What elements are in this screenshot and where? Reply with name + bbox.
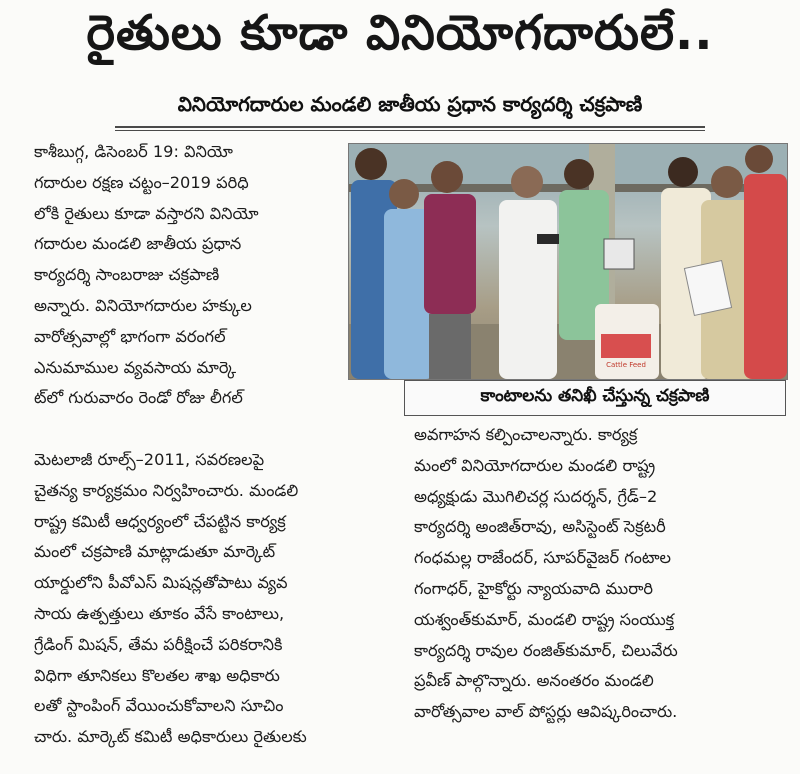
body-line: కాశీబుగ్గ, డిసెంబర్ 19: వినియో <box>34 142 233 161</box>
body-line: యార్డులోని పీవోఎస్ మిషన్లతోపాటు వ్యవ <box>34 573 288 593</box>
body-line: రాష్ట్ర కమిటీ ఆధ్వర్యంలో చేపట్టిన కార్యక్ర <box>34 511 286 531</box>
photo-bag-label: Cattle Feed <box>606 361 646 369</box>
body-line: వారోత్సవాల్లో భాగంగా వరంగల్ <box>34 326 226 346</box>
body-line: మెటలాజీ రూల్స్–2011, సవరణలపై <box>34 450 265 469</box>
headline: రైతులు కూడా వినియోగదారులే.. <box>86 5 714 61</box>
body-line: లతో స్టాంపింగ్ వేయించుకోవాలని సూచిం <box>34 696 284 716</box>
body-line: ప్రవీణ్ పాల్గొన్నారు. అనంతరం మండలి <box>414 671 654 691</box>
body-line: గదారుల రక్షణ చట్టం–2019 పరిధి <box>34 172 249 192</box>
body-line: చైతన్య కార్యక్రమం నిర్వహించారు. మండలి <box>34 480 299 500</box>
news-photo-illustration <box>349 144 787 379</box>
body-line: కార్యదర్శి రావుల రంజిత్‌కుమార్, చిలువేరు <box>414 640 678 660</box>
body-line: ఎనుమాముల వ్యవసాయ మార్కె <box>34 357 237 377</box>
body-line: విధిగా తూనికలు కొలతల శాఖ అధికారు <box>34 665 280 685</box>
body-line: సాయ ఉత్పత్తులు తూకం వేసే కాంటాలు, <box>34 603 285 623</box>
body-line: మంలో వినియోగదారుల మండలి రాష్ట్ర <box>414 455 656 475</box>
body-column-a <box>34 137 344 414</box>
body-column-b <box>34 445 404 753</box>
body-line: యశ్వంత్‌కుమార్, మండలి రాష్ట్ర సంయుక్త <box>414 609 675 629</box>
subheadline: వినియోగదారుల మండలి జాతీయ ప్రధాన కార్యదర్శి చక్రపాణి <box>177 91 643 116</box>
body-line: గంధమల్ల రాజేందర్, సూపర్‌వైజర్ గంటాల <box>414 548 672 568</box>
body-line: అవగాహన కల్పించాలన్నారు. కార్యక్ర <box>414 425 638 444</box>
subheadline-rule <box>115 126 705 128</box>
photo-caption: కాంటాలను తనిఖీ చేస్తున్న చక్రపాణి <box>404 380 786 416</box>
body-line: గ్రేడింగ్ మిషన్, తేమ పరీక్షించే పరికరానికి <box>34 634 283 654</box>
body-line: అధ్యక్షుడు మొగిలిచర్ల సుదర్శన్, గ్రేడ్–2 <box>414 486 658 506</box>
body-line: వారోత్సవాల వాల్ పోస్టర్లు ఆవిష్కరించారు. <box>414 702 678 722</box>
body-line: లోకి రైతులు కూడా వస్తారని వినియో <box>34 203 259 223</box>
body-column-c <box>414 420 786 728</box>
body-line: గదారుల మండలి జాతీయ ప్రధాన <box>34 234 242 254</box>
body-line: చారు. మార్కెట్ కమిటీ అధికారులు రైతులకు <box>34 727 307 747</box>
subheadline-rule-thin <box>115 130 705 131</box>
body-line: గంగాధర్, హైకోర్టు న్యాయవాది మురారి <box>414 578 653 598</box>
body-line: ట్‌లో గురువారం రెండో రోజు లీగల్ <box>34 388 243 408</box>
news-photo <box>348 143 788 380</box>
body-line: కార్యదర్శి సాంబరాజు చక్రపాణి <box>34 265 220 285</box>
body-line: మంలో చక్రపాణి మాట్లాడుతూ మార్కెట్ <box>34 542 276 562</box>
body-line: అన్నారు. వినియోగదారుల హక్కుల <box>34 295 252 315</box>
body-line: కార్యదర్శి అంజిత్‌రావు, అసిస్టెంట్ సెక్రటరీ <box>414 517 666 537</box>
